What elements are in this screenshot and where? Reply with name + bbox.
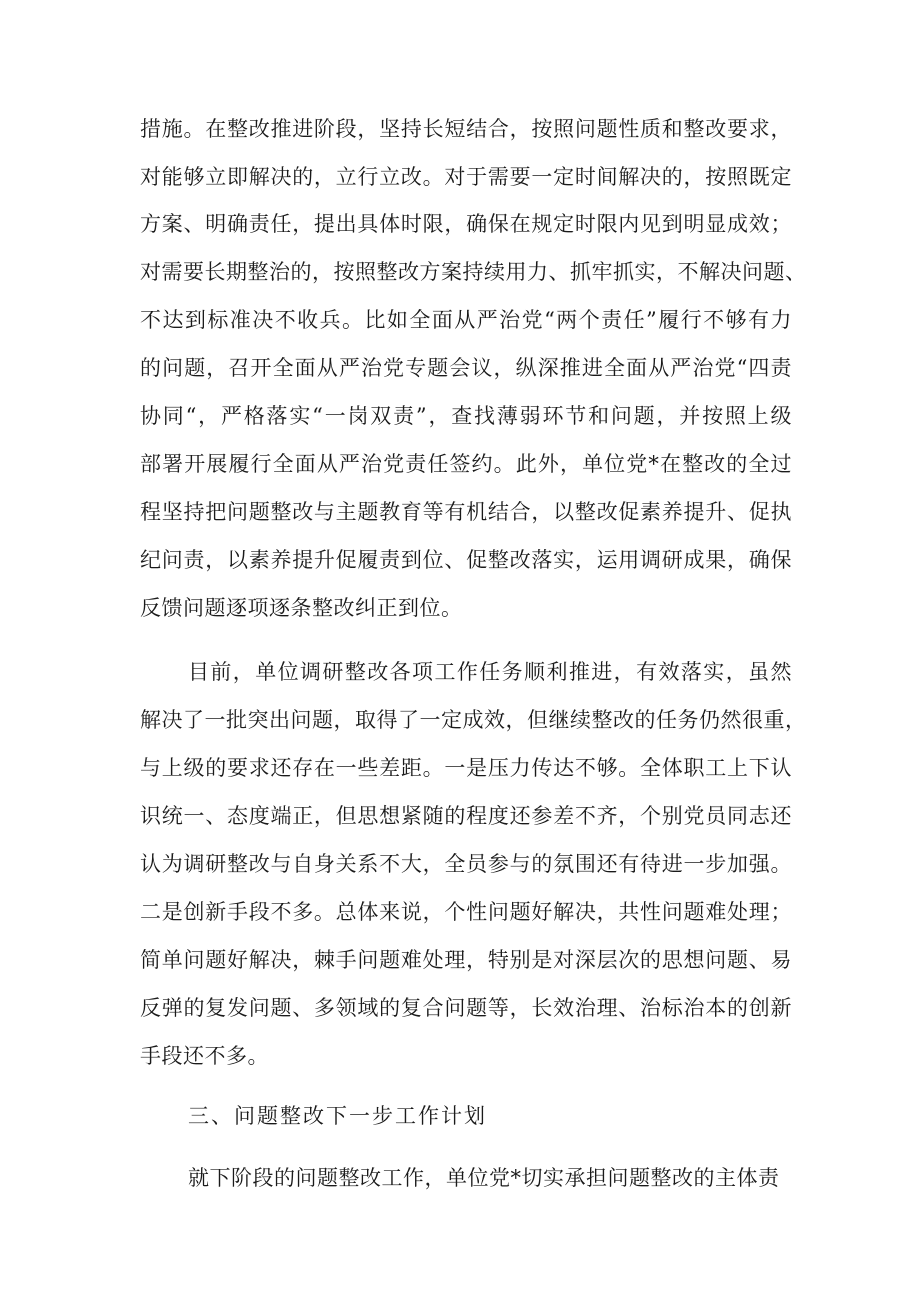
paragraph-2-line-6: 二是创新手段不多。总体来说，个性问题好解决，共性问题难处理； bbox=[140, 900, 792, 924]
paragraph-1-line-7: 协同“，严格落实“一岗双责”，查找薄弱环节和问题，并按照上级 bbox=[140, 404, 792, 428]
paragraph-1-line-5: 不达到标准决不收兵。比如全面从严治党“两个责任”履行不够有力 bbox=[140, 308, 792, 332]
paragraph-1-line-6: 的问题，召开全面从严治党专题会议，纵深推进全面从严治党“四责 bbox=[140, 356, 792, 380]
paragraph-2-line-9: 手段还不多。 bbox=[140, 1044, 269, 1068]
paragraph-2-line-2: 解决了一批突出问题，取得了一定成效，但继续整改的任务仍然很重， bbox=[140, 708, 807, 732]
paragraph-2-line-4: 识统一、态度端正，但思想紧随的程度还参差不齐，个别党员同志还 bbox=[140, 804, 792, 828]
paragraph-2-line-5: 认为调研整改与自身关系不大，全员参与的氛围还有待进一步加强。 bbox=[140, 852, 792, 876]
paragraph-2-line-7: 简单问题好解决，棘手问题难处理，特别是对深层次的思想问题、易 bbox=[140, 948, 792, 972]
paragraph-2-line-8: 反弹的复发问题、多领域的复合问题等，长效治理、治标治本的创新 bbox=[140, 996, 792, 1020]
paragraph-1-line-1: 措施。在整改推进阶段，坚持长短结合，按照问题性质和整改要求， bbox=[140, 117, 792, 141]
paragraph-1-line-4: 对需要长期整治的，按照整改方案持续用力、抓牢抓实，不解决问题、 bbox=[140, 260, 807, 284]
paragraph-2-line-1: 目前，单位调研整改各项工作任务顺利推进，有效落实，虽然 bbox=[188, 660, 792, 684]
paragraph-1-line-8: 部署开展履行全面从严治党责任签约。此外，单位党*在整改的全过 bbox=[140, 452, 792, 476]
paragraph-1-line-2: 对能够立即解决的，立行立改。对于需要一定时间解决的，按照既定 bbox=[140, 165, 792, 189]
section-heading: 三、问题整改下一步工作计划 bbox=[188, 1104, 487, 1128]
paragraph-1-line-11: 反馈问题逐项逐条整改纠正到位。 bbox=[140, 596, 463, 620]
paragraph-1-line-9: 程坚持把问题整改与主题教育等有机结合，以整改促素养提升、促执 bbox=[140, 500, 792, 524]
paragraph-3-line-1: 就下阶段的问题整改工作，单位党*切实承担问题整改的主体责 bbox=[188, 1166, 780, 1190]
paragraph-1-line-10: 纪问责，以素养提升促履责到位、促整改落实，运用调研成果，确保 bbox=[140, 548, 792, 572]
paragraph-2-line-3: 与上级的要求还存在一些差距。一是压力传达不够。全体职工上下认 bbox=[140, 756, 792, 780]
paragraph-1-line-3: 方案、明确责任，提出具体时限，确保在规定时限内见到明显成效； bbox=[140, 212, 792, 236]
